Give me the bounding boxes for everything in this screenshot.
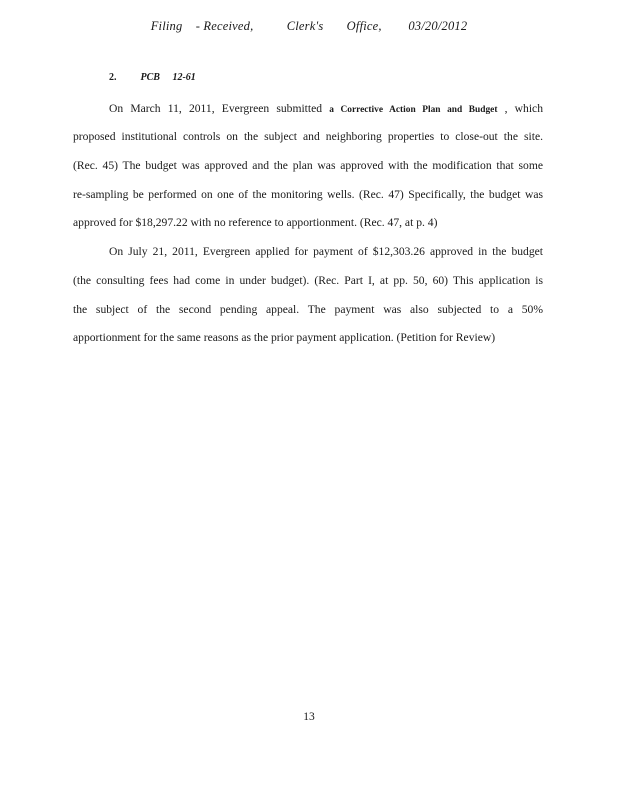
plan-title-inline: a Corrective Action Plan and Budget <box>329 105 498 115</box>
paragraph-1-line-2: proposed institutional controls on the subject and neighboring properties to close-out the site. <box>73 130 543 143</box>
section-title: PCB 12-61 <box>140 72 196 83</box>
paragraph-1-line-3: (Rec. 45) The budget was approved and the plan was approved with the modification that some <box>73 159 543 172</box>
paragraph-2-line-3: the subject of the second pending appeal. The payment was also subjected to a 50% <box>73 303 543 316</box>
paragraph-1-line-1 <box>109 102 543 117</box>
paragraph-1-line-5: approved for $18,297.22 with no reference to apportionment. (Rec. 47, at p. 4) <box>73 216 438 229</box>
paragraph-2-line-1: On July 21, 2011, Evergreen applied for payment of $12,303.26 approved in the budget <box>109 245 543 258</box>
section-number: 2. <box>109 72 117 83</box>
paragraph-1-line-1-end: , which <box>497 102 543 115</box>
paragraph-2-line-2: (the consulting fees had come in under budget). (Rec. Part I, at pp. 50, 60) This application is <box>73 274 543 287</box>
paragraph-1-line-4: re-sampling be performed on one of the monitoring wells. (Rec. 47) Specifically, the budget was <box>73 188 543 201</box>
paragraph-2-line-4: apportionment for the same reasons as the prior payment application. (Petition for Review) <box>73 331 496 344</box>
page-number: 13 <box>303 711 315 723</box>
filing-stamp-header: Filing - Received, Clerk's Office, 03/20/2012 <box>150 19 468 33</box>
section-heading <box>109 72 196 83</box>
paragraph-1-line-1-start: On March 11, 2011, Evergreen submitted <box>109 102 330 115</box>
